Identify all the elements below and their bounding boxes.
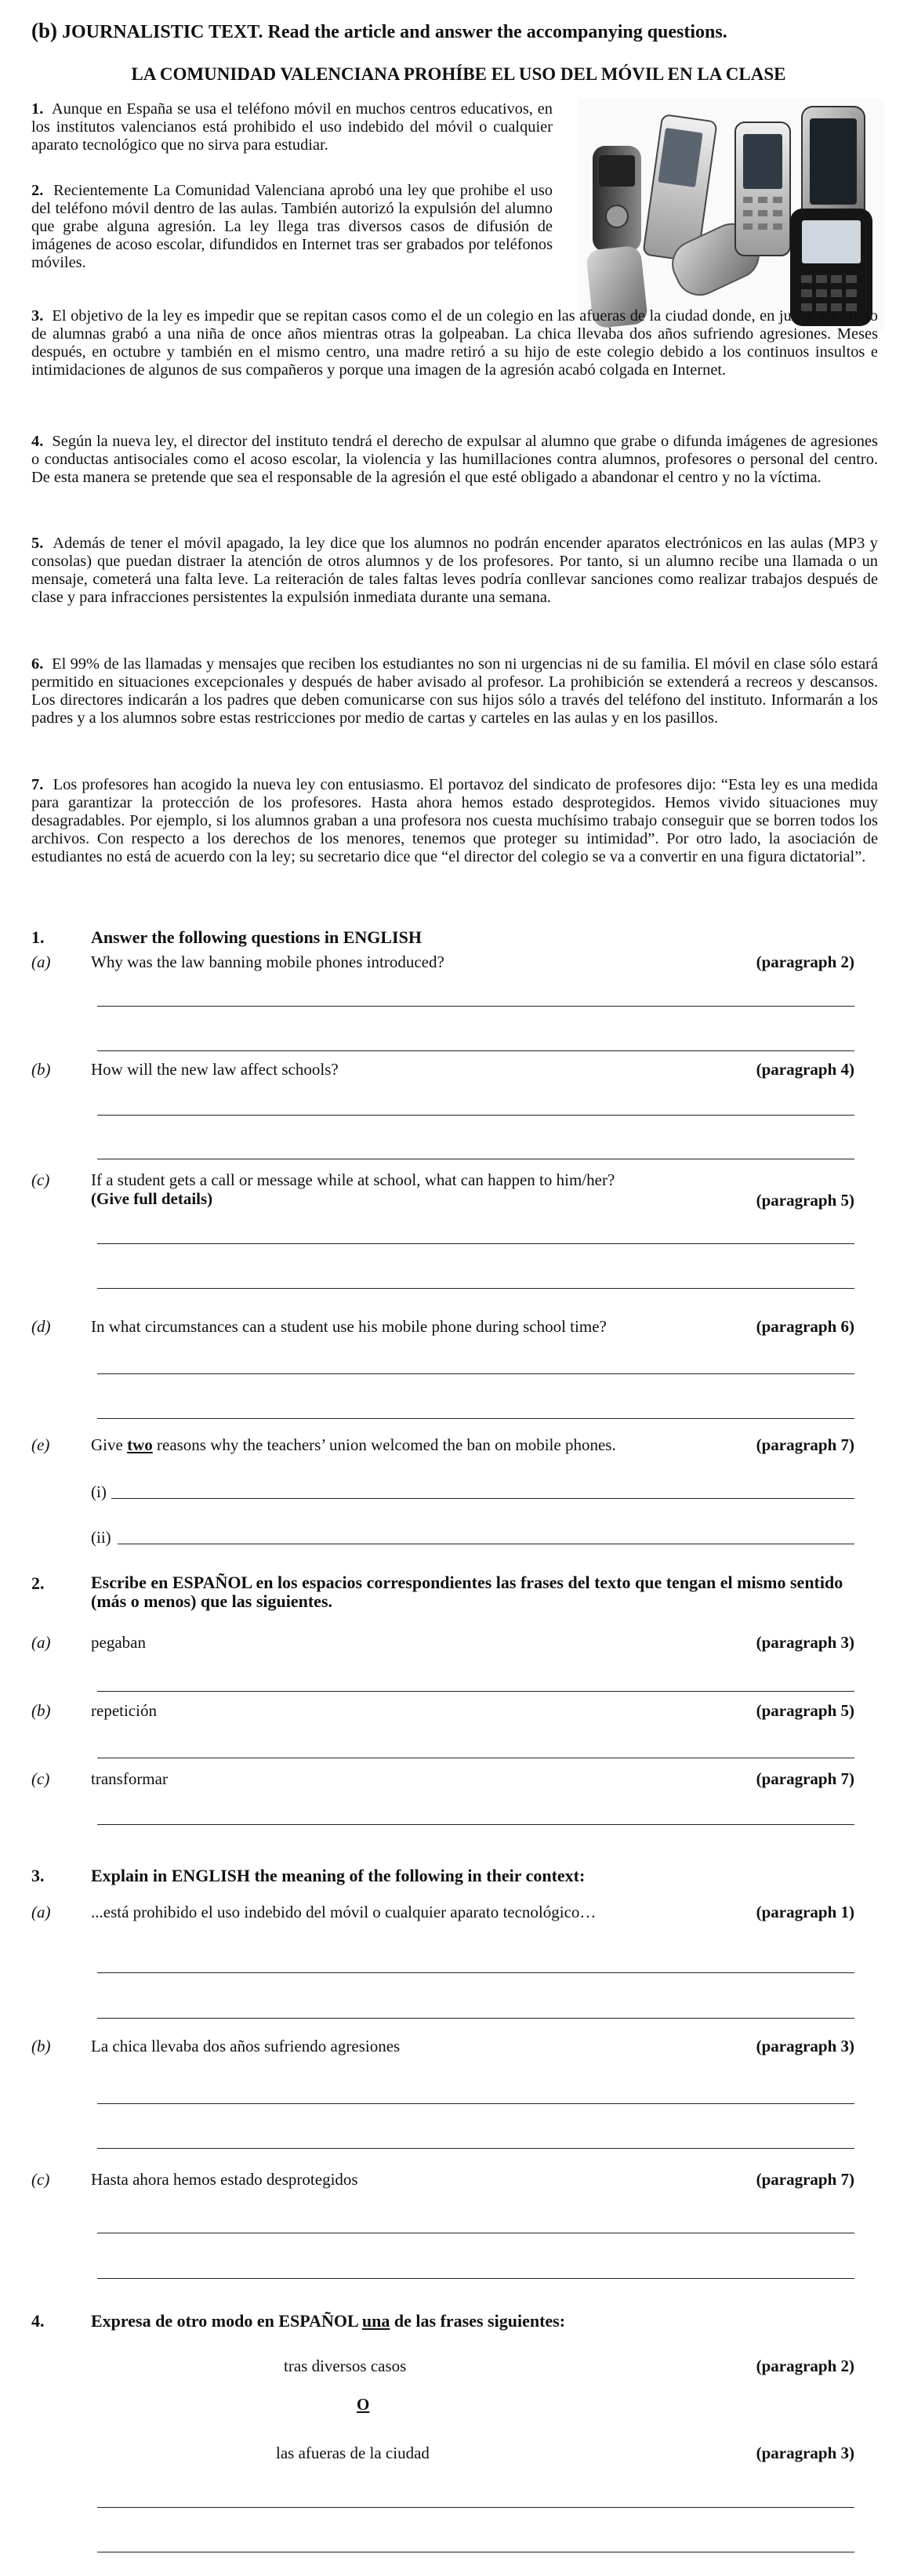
answer-line[interactable] <box>97 2018 854 2019</box>
question-2b-text: repetición <box>91 1701 157 1720</box>
answer-line[interactable] <box>97 2148 854 2149</box>
question-1e-ref: (paragraph 7) <box>756 1435 854 1454</box>
question-1e-label: (e) <box>31 1435 50 1454</box>
question-1b-ref: (paragraph 4) <box>756 1060 854 1079</box>
question-1c-ref: (paragraph 5) <box>756 1191 854 1210</box>
question-1a-label: (a) <box>31 952 51 971</box>
paragraph-number: 3. <box>31 307 44 325</box>
question-2-heading: Escribe en ESPAÑOL en los espacios correspondientes las frases del texto que tengan el mismo sentido (más o menos) que las siguientes. <box>91 1573 843 1611</box>
paragraph-number: 2. <box>31 182 44 199</box>
question-4-option-1: tras diversos casos <box>284 2356 407 2375</box>
paragraph-6 <box>31 655 878 727</box>
answer-line[interactable] <box>97 2278 854 2279</box>
question-2b-ref: (paragraph 5) <box>756 1701 854 1720</box>
question-2a-ref: (paragraph 3) <box>756 1633 854 1652</box>
paragraph-text: Los profesores han acogido la nueva ley con entusiasmo. El portavoz del sindicato de profesores dijo: “Esta ley es una medida para garantizar la protección de los profesores. Hasta ahora hemos estado desprotegidos. Hemos vivido situaciones muy desagradables. Por ejemplo, si los alumnos graban a una profesora nos cuesta muchísimo trabajo conseguir que se borren todos los archivos. Con respecto a los derechos de los menores, tenemos que proteger su intimidad”. Por otro lado, la asociación de estudiantes no está de acuerdo con la ley; su secretario dice que “el director del colegio se va a convertir en una figura dictatorial”. <box>31 776 878 865</box>
answer-line-1e-i[interactable] <box>111 1498 854 1499</box>
paragraph-number: 7. <box>31 776 44 793</box>
question-3b-label: (b) <box>31 2037 51 2055</box>
section-part: (b) <box>31 19 57 42</box>
question-3c-text: Hasta ahora hemos estado desprotegidos <box>91 2170 358 2189</box>
answer-line[interactable] <box>97 1418 854 1419</box>
section-instruction: JOURNALISTIC TEXT. Read the article and answer the accompanying questions. <box>62 22 727 42</box>
question-2c-label: (c) <box>31 1769 50 1788</box>
question-1e-i-label: (i) <box>91 1482 107 1501</box>
paragraph-number: 5. <box>31 535 44 552</box>
question-1b-label: (b) <box>31 1060 51 1079</box>
question-1c-note: (Give full details) <box>91 1189 213 1208</box>
question-1e-text: Give two reasons why the teachers’ union welcomed the ban on mobile phones. <box>91 1435 616 1454</box>
question-3b-ref: (paragraph 3) <box>756 2037 854 2055</box>
question-1a-text: Why was the law banning mobile phones introduced? <box>91 952 444 971</box>
answer-line[interactable] <box>97 1972 854 1973</box>
paragraph-text: El objetivo de la ley es impedir que se repitan casos como el de un colegio en las afueras de la ciudad donde, en junio, un grupo de alumnas grabó a una niña de once años mientras otras la golpeaban. La chica llevaba dos años sufriendo agresiones. Meses después, en octubre y también en el mismo centro, una madre retiró a su hijo de este colegio debido a los continuos insultos e intimidaciones de algunos de sus compañeros y porque una imagen de la agresión acabó colgada en Internet. <box>31 307 878 379</box>
emphasis-una: una <box>361 2311 390 2331</box>
answer-line[interactable] <box>97 1050 854 1051</box>
question-1c-text: If a student gets a call or message while at school, what can happen to him/her? <box>91 1170 615 1189</box>
question-4-or: O <box>357 2395 370 2414</box>
answer-line[interactable] <box>97 1288 854 1289</box>
answer-line[interactable] <box>97 2103 854 2104</box>
question-4-option-2-ref: (paragraph 3) <box>756 2444 854 2462</box>
answer-line-2c[interactable] <box>97 1824 854 1825</box>
question-4-heading: Expresa de otro modo en ESPAÑOL una de las frases siguientes: <box>91 2311 566 2331</box>
question-4-number: 4. <box>31 2311 45 2331</box>
emphasis-two: two <box>127 1435 153 1454</box>
paragraph-4 <box>31 433 878 487</box>
section-header <box>31 19 886 43</box>
question-1-heading: Answer the following questions in ENGLISH <box>91 927 422 947</box>
question-2c-ref: (paragraph 7) <box>756 1769 854 1788</box>
question-1-number: 1. <box>31 927 45 947</box>
mobile-phones-image <box>579 99 884 334</box>
question-4-option-2: las afueras de la ciudad <box>276 2444 430 2462</box>
question-3-number: 3. <box>31 1866 45 1885</box>
question-3a-label: (a) <box>31 1903 51 1921</box>
paragraph-1 <box>31 100 553 154</box>
paragraph-number: 4. <box>31 433 44 450</box>
question-3a-text: ...está prohibido el uso indebido del móvil o cualquier aparato tecnológico… <box>91 1903 597 1921</box>
question-1a-ref: (paragraph 2) <box>756 952 854 971</box>
answer-line[interactable] <box>97 1115 854 1116</box>
paragraph-2 <box>31 182 553 272</box>
paragraph-text: El 99% de las llamadas y mensajes que reciben los estudiantes no son ni urgencias ni de su familia. El móvil en clase sólo estará permitido en situaciones excepcionales y después de haber avisado al profesor. La prohibición se extenderá a recreos y descansos. Los directores indicarán a los padres que deben comunicarse con sus hijos sólo a través del teléfono del instituto. Informarán a los padres y a los alumnos sobre estas restricciones por medio de cartas y carteles en las aulas y en los pasillos. <box>31 655 878 727</box>
question-1e-ii-label: (ii) <box>91 1528 111 1547</box>
question-3c-ref: (paragraph 7) <box>756 2170 854 2189</box>
question-2-number: 2. <box>31 1573 45 1593</box>
question-3c-label: (c) <box>31 2170 50 2189</box>
question-1d-ref: (paragraph 6) <box>756 1317 854 1336</box>
question-2c-text: transformar <box>91 1769 168 1788</box>
paragraph-7 <box>31 776 878 866</box>
paragraph-text: Según la nueva ley, el director del instituto tendrá el derecho de expulsar al alumno que grabe o difunda imágenes de agresiones o conductas antisociales como el acoso escolar, la violencia y las humillaciones contra alumnos, profesores o personal del centro. De esta manera se pretende que sea el responsable de la agresión el que esté obligado a abandonar el centro y no la víctima. <box>31 433 878 486</box>
question-2a-label: (a) <box>31 1633 51 1652</box>
answer-line[interactable] <box>97 1243 854 1244</box>
question-1c-label: (c) <box>31 1170 50 1189</box>
paragraph-3 <box>31 307 878 379</box>
paragraph-5 <box>31 535 878 607</box>
question-3b-text: La chica llevaba dos años sufriendo agresiones <box>91 2037 401 2055</box>
answer-line[interactable] <box>97 1373 854 1374</box>
question-2b-label: (b) <box>31 1701 51 1720</box>
question-3-heading: Explain in ENGLISH the meaning of the following in their context: <box>91 1866 586 1885</box>
paragraph-number: 6. <box>31 655 44 673</box>
article-title: LA COMUNIDAD VALENCIANA PROHÍBE EL USO DEL MÓVIL EN LA CLASE <box>131 64 786 84</box>
question-1d-text: In what circumstances can a student use his mobile phone during school time? <box>91 1317 607 1336</box>
answer-line-2a[interactable] <box>97 1691 854 1692</box>
paragraph-text: Aunque en España se usa el teléfono móvil en muchos centros educativos, en los institutos valencianos está prohibido el uso indebido del móvil o cualquier aparato tecnológico que no sirva para estudiar. <box>31 100 553 154</box>
question-3a-ref: (paragraph 1) <box>756 1903 854 1921</box>
question-1d-label: (d) <box>31 1317 51 1336</box>
answer-line[interactable] <box>97 1006 854 1007</box>
question-4-option-1-ref: (paragraph 2) <box>756 2356 854 2375</box>
question-2a-text: pegaban <box>91 1633 146 1652</box>
paragraph-text: Recientemente La Comunidad Valenciana aprobó una ley que prohibe el uso del teléfono móvil dentro de las aulas. También autorizó la expulsión del alumno que grabe alguna agresión. La ley llega tras diversos casos de difusión de imágenes de acoso escolar, difundidos en Internet tras ser grabados por teléfonos móviles. <box>31 182 553 271</box>
paragraph-number: 1. <box>31 100 44 118</box>
answer-line[interactable] <box>97 2507 854 2508</box>
question-1b-text: How will the new law affect schools? <box>91 1060 339 1079</box>
paragraph-text: Además de tener el móvil apagado, la ley dice que los alumnos no podrán encender aparatos electrónicos en las aulas (MP3 y consolas) que puedan distraer la atención de otros alumnos y de los profesores. Por tanto, si un alumno recibe una llamada o un mensaje, cometerá una falta leve. La reiteración de tales faltas leves podría conllevar sanciones como realizar trabajos después de clase y para infracciones persistentes la expulsión inmediata durante una semana. <box>31 535 878 606</box>
